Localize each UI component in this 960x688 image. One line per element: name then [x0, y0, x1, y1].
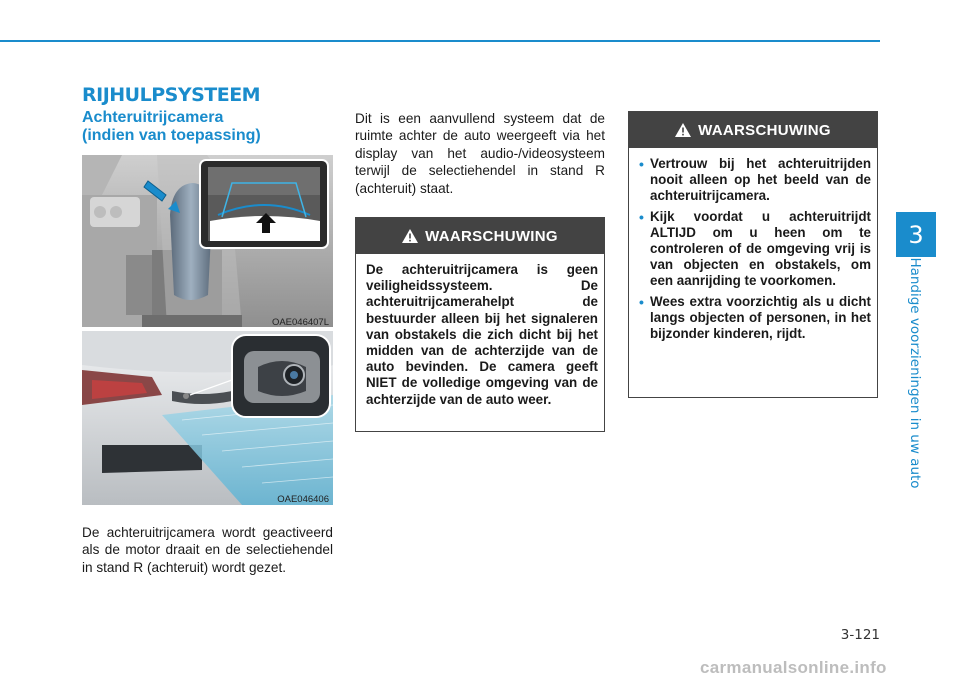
- warning-triangle-icon: [675, 123, 691, 137]
- chapter-tab: 3: [896, 212, 936, 257]
- bullet-icon: •: [639, 156, 644, 172]
- bullet-icon: •: [639, 293, 644, 310]
- warning-box-2: [628, 111, 878, 398]
- warning-box-1: [355, 217, 605, 432]
- figure-code-2: OAE046406: [277, 494, 329, 505]
- column1-paragraph: De achteruitrijcamera wordt geactiveerd als de motor draait en de selectiehendel in stand R (achteruit) wordt gezet.: [82, 525, 333, 575]
- subsection-title-line2: (indien van toepassing): [82, 127, 261, 144]
- figure-code-1: OAE046407L: [271, 317, 329, 328]
- watermark: carmanualsonline.info: [700, 658, 887, 677]
- warning-text-1: De achteruitrijcamera is geen veiligheidssysteem. De achteruitrijcamerahelpt de bestuurder alleen bij het signaleren van obstakels die zich dicht bij het midden van de achterzijde van de auto bevinden. De camera geeft NIET de volledige omgeving van de achterzijde van de auto weer.: [366, 262, 598, 407]
- figure-illustration: [82, 155, 333, 505]
- figure-rear-camera: [82, 155, 333, 505]
- warning-list-2: [629, 148, 877, 342]
- section-header: RIJHULPSYSTEEM: [82, 84, 261, 106]
- top-rule: [0, 40, 880, 42]
- warning-triangle-icon: [402, 229, 418, 243]
- chapter-side-label: [900, 256, 930, 489]
- chapter-label-text: Handige voorzieningen in uw auto: [907, 256, 923, 489]
- subsection-title-line1: Achteruitrijcamera: [82, 109, 224, 126]
- page-number: 3-121: [840, 627, 880, 643]
- warning-heading-1: WAARSCHUWING: [425, 227, 558, 245]
- warning-item: • Kijk voordat u achteruitrijdt ALTIJD om u heen om te controleren of de omgeving vrij is van objecten en obstakels, om een aanrijding te voorkomen.: [639, 208, 871, 289]
- warning-heading-2: WAARSCHUWING: [698, 121, 831, 139]
- warning-item: • Wees extra voorzichtig als u dicht langs objecten of personen, in het bijzonder kinderen, rijdt.: [639, 293, 871, 342]
- column2-paragraph: Dit is een aanvullend systeem dat de ruimte achter de auto weergeeft via het display van het audio-/videosysteem terwijl de selectiehendel in stand R (achteruit) staat.: [355, 111, 605, 196]
- bullet-icon: •: [639, 208, 644, 225]
- warning-header-2: [629, 112, 877, 148]
- warning-item: • Vertrouw bij het achteruitrijden nooit alleen op het beeld van de achteruitrijcamera.: [639, 156, 871, 204]
- subsection-title: [82, 109, 342, 145]
- warning-header-1: [356, 218, 604, 254]
